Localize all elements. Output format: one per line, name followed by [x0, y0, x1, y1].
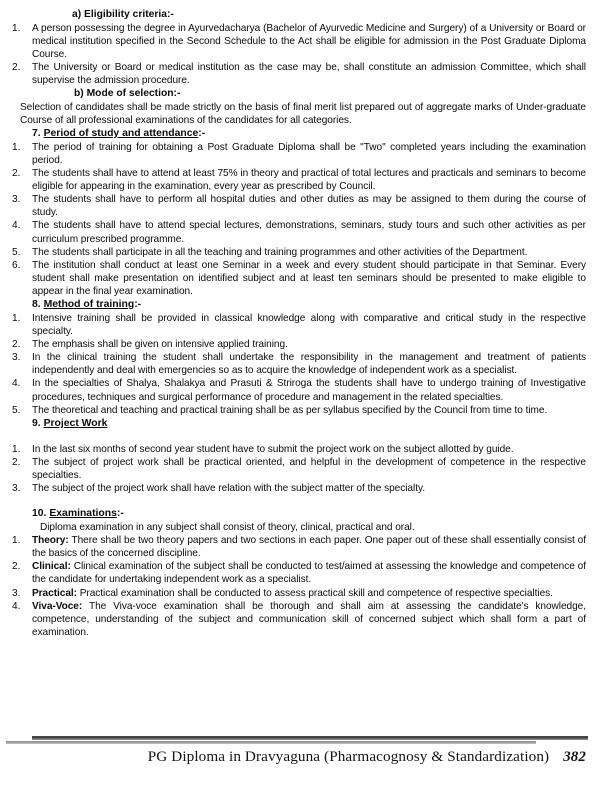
list-item-lead: Practical: — [32, 587, 77, 599]
page-footer — [0, 732, 600, 788]
list-item — [10, 246, 586, 259]
list-item-text — [32, 560, 586, 586]
heading-label: Period of study and attendance — [43, 127, 199, 139]
list-item-body: The Viva-voce examination shall be thorough and shall aim at assessing the candidate's knowledge, competence, understanding of the subject and communication skill of concerned subject which shall form a part of examination. — [32, 600, 586, 638]
heading-number: 7. — [32, 127, 44, 139]
list-marker: 5. — [12, 246, 21, 258]
list-marker: 5. — [12, 404, 21, 416]
heading-label: Examinations — [49, 508, 117, 520]
heading-number: 9. — [32, 417, 44, 429]
list-marker: 4. — [12, 220, 21, 232]
list-marker: 2. — [12, 456, 21, 468]
heading-number: 10. — [32, 508, 50, 520]
list-marker: 1. — [12, 141, 21, 153]
list-item-lead: Clinical: — [32, 561, 71, 573]
heading-number: 8. — [32, 298, 44, 310]
list-item — [10, 193, 586, 219]
list-item — [10, 587, 586, 600]
list-item — [10, 61, 586, 87]
list-item-text — [32, 587, 586, 600]
list-item — [10, 22, 586, 61]
page-number: 382 — [563, 749, 586, 765]
list-item — [10, 443, 586, 456]
list-item-text: The emphasis shall be given on intensive applied training. — [32, 339, 288, 351]
list-item — [10, 219, 586, 245]
list-marker: 3. — [12, 352, 21, 364]
heading-suffix: :- — [134, 298, 142, 310]
list-item — [10, 351, 586, 377]
list-item-text: The students shall have to attend special lectures, demonstrations, seminars, study tours and such other activities as per curriculum prescribed programme. — [32, 220, 586, 245]
list-marker: 2. — [12, 168, 21, 180]
list-item-text: The theoretical and teaching and practical training shall be as per syllabus specified by the Council from time to time. — [32, 404, 548, 416]
list-item — [10, 456, 586, 482]
list-item-text: In the last six months of second year student have to submit the project work on the subject allotted by guide. — [32, 443, 514, 455]
spacer — [10, 495, 586, 507]
list-marker: 6. — [12, 259, 21, 271]
list-item-text — [32, 534, 586, 560]
list-item-text: The institution shall conduct at least one Seminar in a week and every student should participate in that Seminar. Every student shall make presentation on identified subject and at least ten seminars should be presented to make eligible to appear in the final year examination. — [32, 259, 586, 297]
heading-period-of-study — [10, 127, 586, 141]
list-item-text: Intensive training shall be provided in classical knowledge along with comparative and critical study in the respective specialty. — [32, 312, 586, 338]
list-marker: 4. — [12, 378, 21, 390]
list-marker: 3. — [12, 194, 21, 206]
heading-method-of-training — [10, 298, 586, 312]
footer-content — [0, 748, 586, 766]
list-item-text: The students shall have to attend at least 75% in theory and practical of total lectures and practicals and seminars to become eligible for appearing in the examination, every year as prescribed by Council. — [32, 168, 586, 193]
list-marker: 1. — [12, 312, 21, 324]
list-item-body: There shall be two theory papers and two sections in each paper. One paper out of these shall essentially consist of the basics of the concerned discipline. — [32, 535, 586, 560]
heading-suffix: :- — [198, 127, 206, 139]
list-item — [10, 141, 586, 167]
list-marker: 2. — [12, 61, 21, 73]
list-item — [10, 377, 586, 403]
list-item-lead: Viva-Voce: — [32, 600, 83, 612]
list-item-text: The students shall participate in all the teaching and training programmes and other activities of the Department. — [32, 246, 528, 258]
list-item — [10, 560, 586, 586]
paragraph-mode-of-selection: Selection of candidates shall be made strictly on the basis of final merit list prepared out of aggregate marks of Under-graduate Course of all professional examinations of the candidates for all categories. — [20, 101, 586, 126]
list-item-lead: Theory: — [32, 535, 69, 547]
list-item — [10, 482, 586, 495]
list-marker: 2. — [12, 561, 21, 573]
spacer — [10, 431, 586, 443]
list-item — [10, 534, 586, 560]
heading-suffix: :- — [116, 508, 124, 520]
list-item — [10, 167, 586, 193]
list-item-body: Clinical examination of the subject shall be conducted to test/aimed at assessing the knowledge and competence of the candidate for undertaking independent work as a specialist. — [32, 561, 586, 586]
footer-divider-rule-secondary — [6, 741, 536, 744]
list-item-text: The subject of the project work shall have relation with the subject matter of the specialty. — [32, 483, 425, 494]
list-item-text: The subject of project work shall be practical oriented, and helpful in the development of competence in the respective specialties. — [32, 456, 586, 481]
heading-label: Method of training — [43, 298, 135, 310]
paragraph-examination-intro: Diploma examination in any subject shall consist of theory, clinical, practical and oral. — [40, 522, 415, 534]
list-item — [10, 259, 586, 298]
list-marker: 4. — [12, 600, 21, 612]
list-item-text — [32, 600, 586, 639]
footer-divider-rule — [32, 736, 588, 740]
heading-mode-of-selection: b) Mode of selection:- — [74, 88, 181, 100]
list-item-text: The period of training for obtaining a Post Graduate Diploma shall be "Two" completed years including the examination period. — [32, 141, 586, 166]
footer-title: PG Diploma in Dravyaguna (Pharmacognosy & Standardization) — [147, 748, 550, 765]
heading-project-work — [10, 417, 586, 431]
list-marker: 1. — [12, 535, 21, 547]
list-marker: 3. — [12, 483, 21, 494]
list-marker: 3. — [12, 587, 21, 599]
heading-examinations — [10, 507, 586, 521]
list-item — [10, 312, 586, 338]
list-item-text: In the clinical training the student shall undertake the responsibility in the management and treatment of patients independently and deal with emergencies so as to acquire the knowledge of independent work as a specialist. — [32, 352, 586, 377]
list-marker: 1. — [12, 22, 21, 34]
list-item-text: In the specialties of Shalya, Shalakya and Prasuti & Striroga the students shall have to undergo training of Investigative procedures, techniques and surgical performance of procedure and management in the related specialties. — [32, 378, 586, 403]
list-item-text: A person possessing the degree in Ayurvedacharya (Bachelor of Ayurvedic Medicine and Surgery) of a University or Board or medical institution specified in the Second Schedule to the Act shall be eligible for admission in the Post Graduate Diploma Course. — [32, 22, 586, 60]
heading-eligibility-criteria: a) Eligibility criteria:- — [72, 9, 174, 20]
list-marker: 2. — [12, 339, 21, 351]
list-item — [10, 404, 586, 417]
list-item — [10, 600, 586, 639]
list-item-text: The students shall have to perform all hospital duties and other duties as may be assigned to them during the course of study. — [32, 194, 586, 219]
list-marker: 1. — [12, 443, 21, 455]
list-item-body: Practical examination shall be conducted to assess practical skill and competence of respective specialties. — [76, 587, 553, 599]
heading-label: Project Work — [43, 417, 108, 429]
list-item-text: The University or Board or medical institution as the case may be, shall constitute an admission Committee, which shall supervise the admission procedure. — [32, 61, 586, 86]
list-item — [10, 338, 586, 351]
